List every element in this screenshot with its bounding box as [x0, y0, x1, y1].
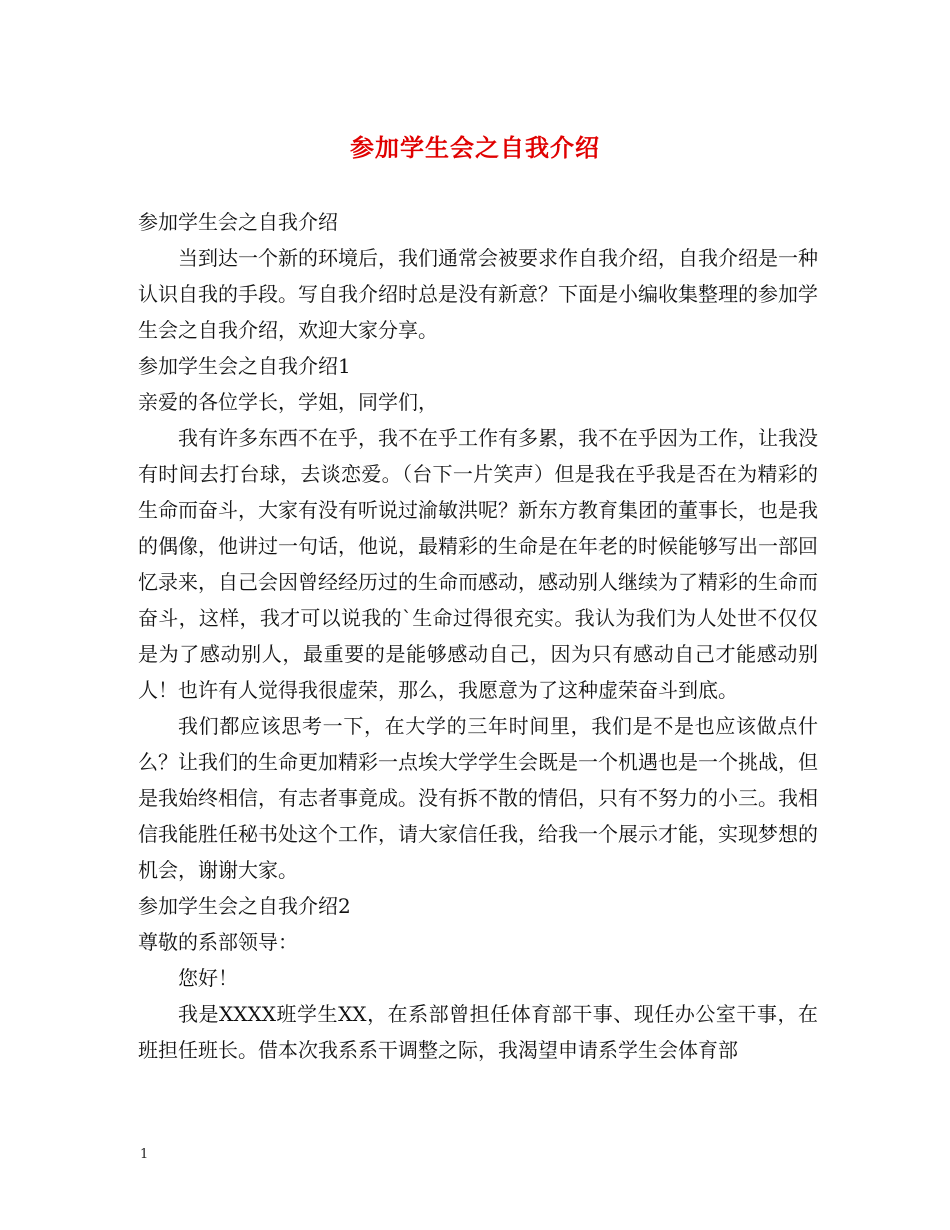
- document-title: 参加学生会之自我介绍: [350, 133, 600, 162]
- paragraph: 我们都应该思考一下，在大学的三年时间里，我们是不是也应该做点什么？让我们的生命更加精彩一点埃大学学生会既是一个机遇也是一个挑战，但是我始终相信，有志者事竟成。没有拆不散的情侣，只有不努力的小三。我相信我能胜任秘书处这个工作，请大家信任我，给我一个展示才能，实现梦想的机会，谢谢大家。: [138, 714, 818, 882]
- paragraph: 亲爱的各位学长，学姐，同学们，: [138, 390, 438, 414]
- paragraph: 参加学生会之自我介绍: [138, 210, 338, 234]
- paragraph: 当到达一个新的环境后，我们通常会被要求作自我介绍，自我介绍是一种认识自我的手段。写自我介绍时总是没有新意？下面是小编收集整理的参加学生会之自我介绍，欢迎大家分享。: [138, 246, 818, 342]
- paragraph: 我有许多东西不在乎，我不在乎工作有多累，我不在乎因为工作，让我没有时间去打台球，去谈恋爱。（台下一片笑声）但是我在乎我是否在为精彩的生命而奋斗，大家有没有听说过渝敏洪呢？新东方教育集团的董事长，也是我的偶像，他讲过一句话，他说，最精彩的生命是在年老的时候能够写出一部回忆录来，自己会因曾经经历过的生命而感动，感动别人继续为了精彩的生命而奋斗，这样，我才可以说我的`生命过得很充实。我认为我们为人处世不仅仅是为了感动别人，最重要的是能够感动自己，因为只有感动自己才能感动别人！也许有人觉得我很虚荣，那么，我愿意为了这种虚荣奋斗到底。: [138, 426, 818, 702]
- paragraph: 尊敬的系部领导：: [138, 930, 298, 954]
- paragraph: 参加学生会之自我介绍2: [138, 894, 351, 918]
- paragraph: 我是XXXX班学生XX，在系部曾担任体育部干事、现任办公室干事，在班担任班长。借本次我系系干调整之际，我渴望申请系学生会体育部: [138, 1002, 818, 1062]
- paragraph: 参加学生会之自我介绍1: [138, 354, 351, 378]
- paragraph: 您好！: [178, 966, 238, 990]
- page-number: 1: [140, 1147, 149, 1162]
- document-body: [138, 204, 818, 1068]
